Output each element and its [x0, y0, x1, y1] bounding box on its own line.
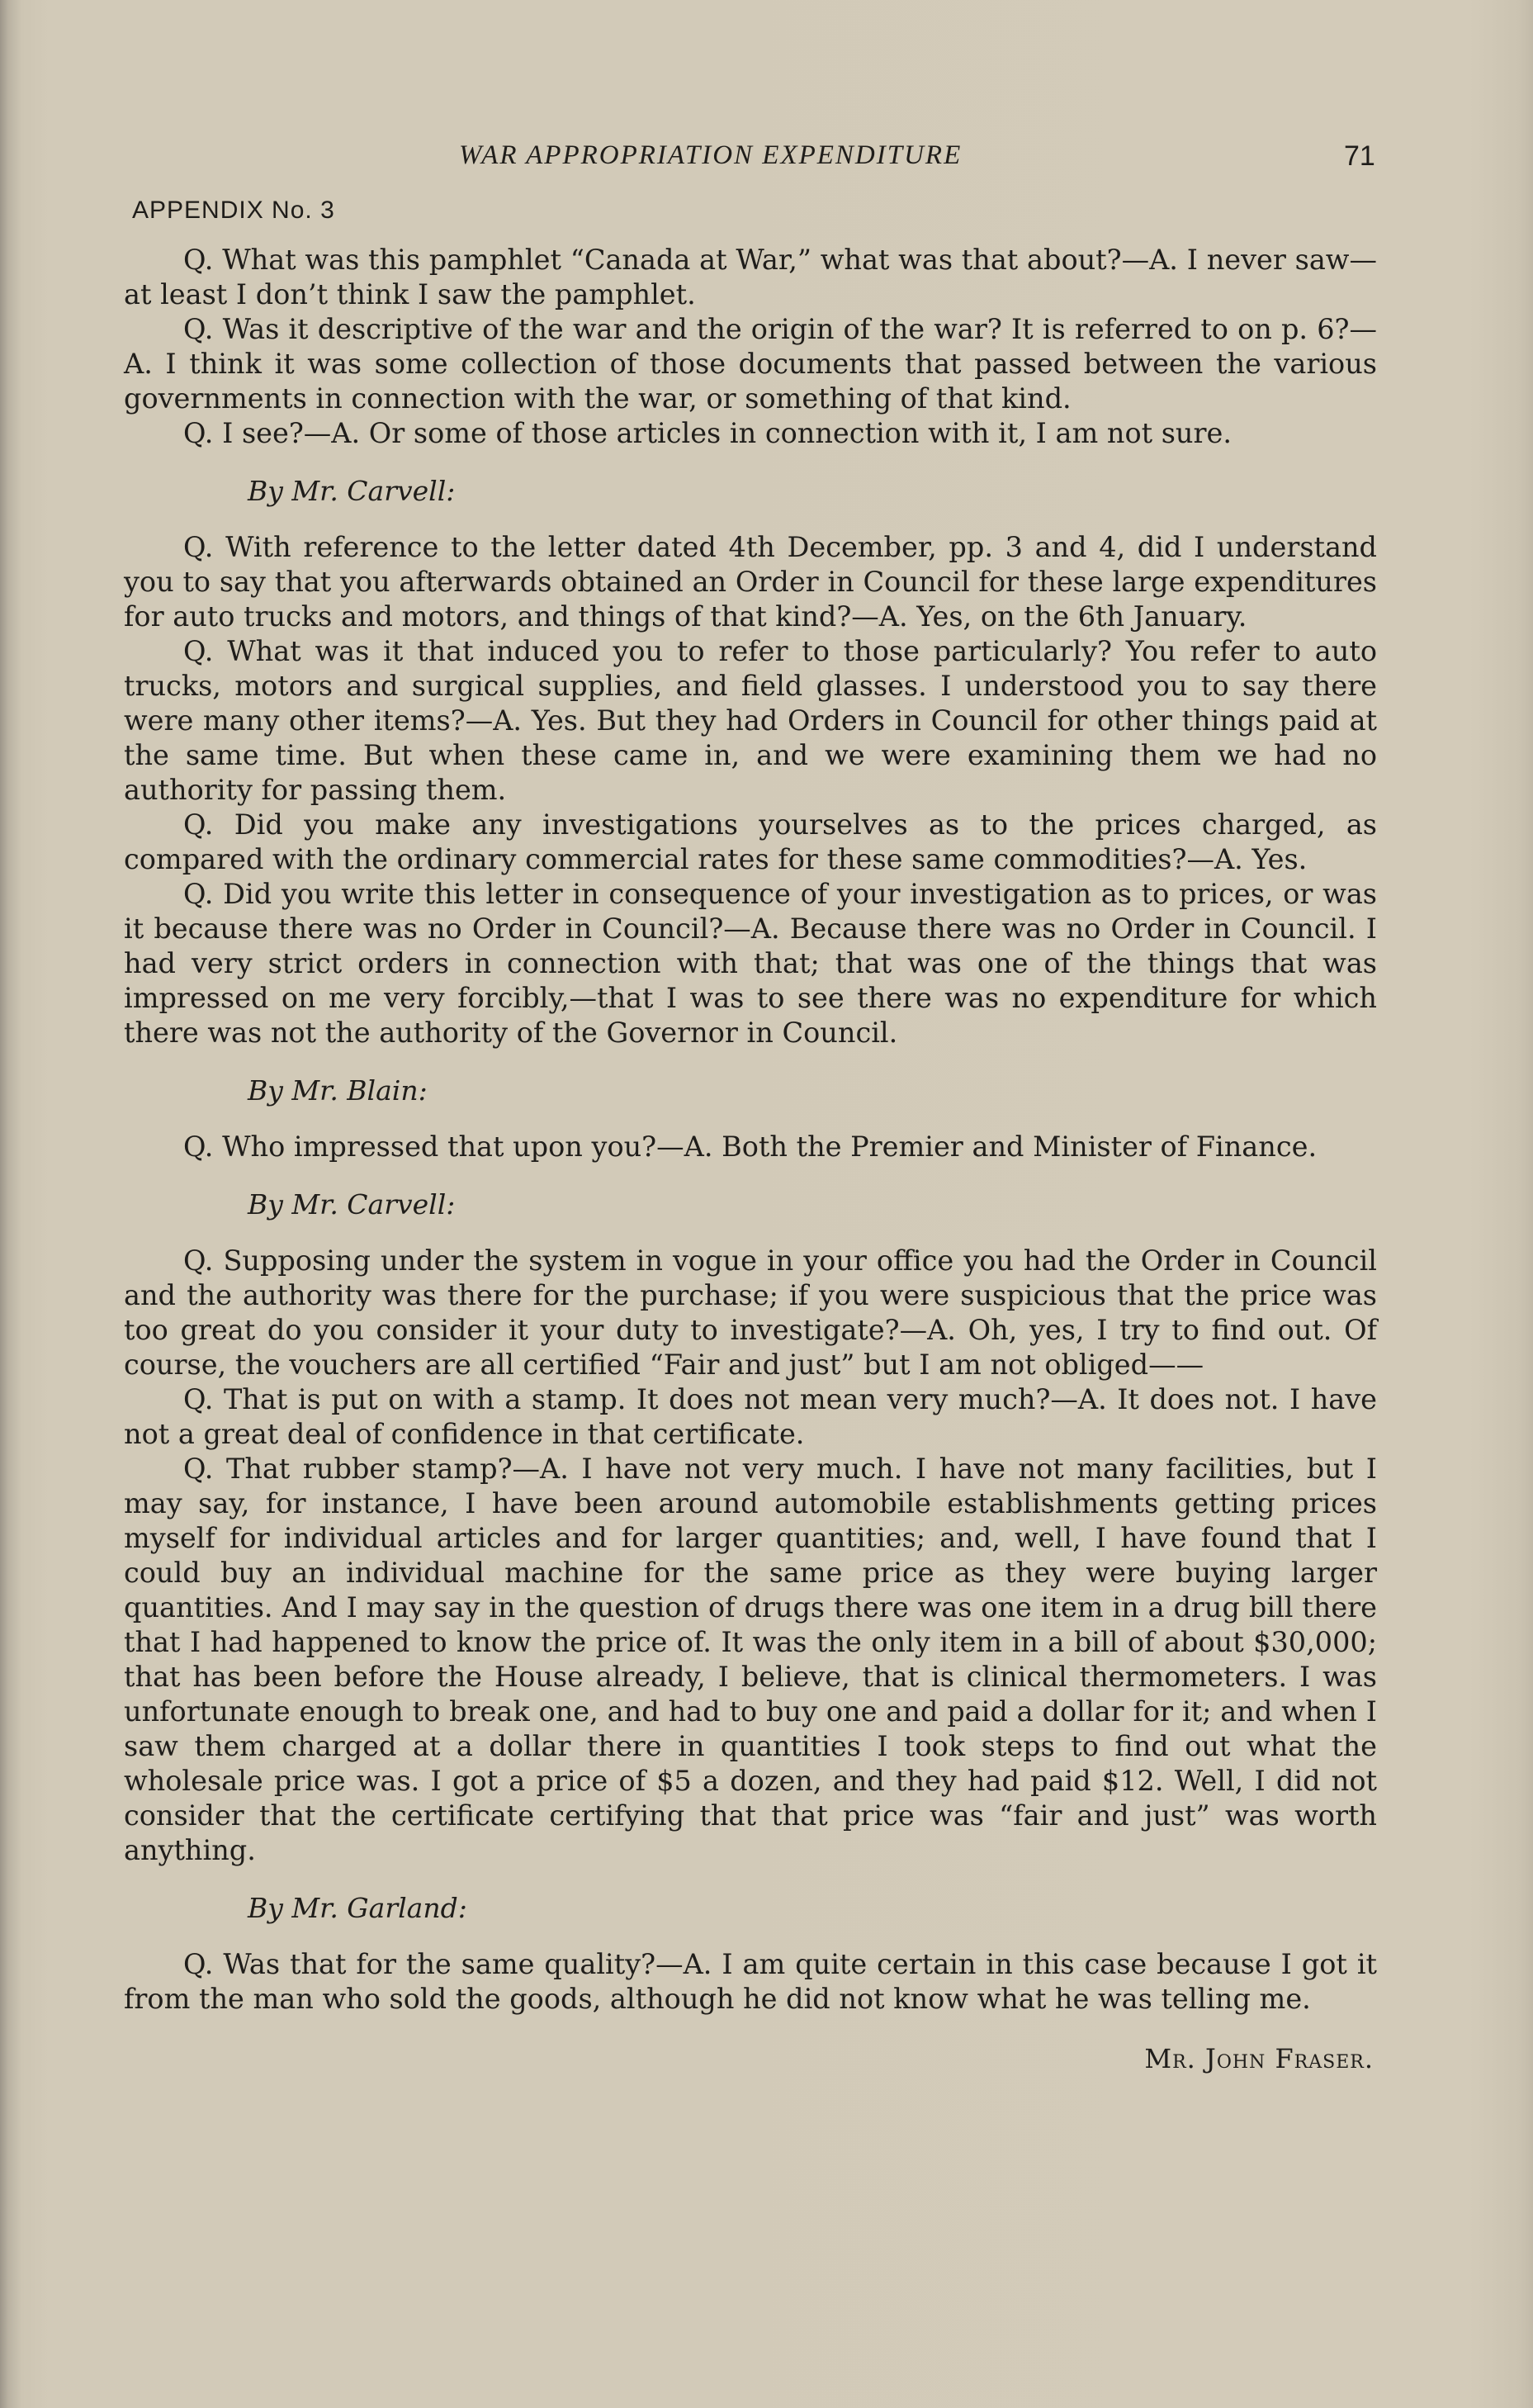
question-paragraph: Q. Was that for the same quality?—A. I am quite certain in this case because I got it from the man who sold the goods, although he did not know what he was telling me.: [124, 1948, 1377, 2015]
question-paragraph: Q. That is put on with a stamp. It does not mean very much?—A. It does not. I have not a great deal of confidence in that certificate.: [124, 1383, 1377, 1450]
question-paragraph: Q. What was this pamphlet “Canada at War,” what was that about?—A. I never saw—at least I don’t think I saw the pamphlet.: [124, 244, 1377, 310]
running-title: WAR APPROPRIATION EXPENDITURE: [459, 140, 963, 170]
witness-name: Mr. John Fraser.: [1144, 2043, 1374, 2074]
speaker-heading: By Mr. Carvell:: [248, 1188, 456, 1221]
question-paragraph: Q. That rubber stamp?—A. I have not very much. I have not many facilities, but I may say, for instance, I have been around automobile establishments getting prices myself for individual articles and for larger quantities; and, well, I have found that I could buy an individual machine for the same price as they were buying larger quantities. And I may say in the question of drugs there was one item in a drug bill there that I had happened to know the price of. It was the only item in a bill of about $30,000; that has been before the House already, I believe, that is clinical thermometers. I was unfortunate enough to break one, and had to buy one and paid a dollar for it; and when I saw them charged at a dollar there in quantities I took steps to find out what the wholesale price was. I got a price of $5 a dozen, and they had paid $12. Well, I did not consider that the certificate certifying that that price was “fair and just” was worth anything.: [124, 1453, 1377, 1866]
speaker-heading: By Mr. Blain:: [248, 1074, 428, 1107]
question-paragraph: Q. With reference to the letter dated 4th December, pp. 3 and 4, did I understand you to say that you afterwards obtained an Order in Council for these large expenditures for auto trucks and motors, and things of that kind?—A. Yes, on the 6th January.: [124, 531, 1377, 633]
page-number: 71: [1344, 140, 1375, 172]
question-paragraph: Q. Who impressed that upon you?—A. Both the Premier and Minister of Finance.: [183, 1131, 1318, 1163]
appendix-label: APPENDIX No. 3: [132, 197, 335, 224]
question-paragraph: Q. What was it that induced you to refer to those particularly? You refer to auto trucks, motors and surgical supplies, and field glasses. I understood you to say there were many other items?—A. Yes. But they had Orders in Council for other things paid at the same time. But when these came in, and we were examining them we had no authority for passing them.: [124, 635, 1377, 806]
question-paragraph: Q. Did you write this letter in consequence of your investigation as to prices, or was it because there was no Order in Council?—A. Because there was no Order in Council. I had very strict orders in connection with that; that was one of the things that was impressed on me very forcibly,—that I was to see there was no expenditure for which there was not the authority of the Governor in Council.: [124, 878, 1377, 1049]
question-paragraph: Q. Did you make any investigations yourselves as to the prices charged, as compared with the ordinary commercial rates for these same commodities?—A. Yes.: [124, 808, 1377, 875]
question-paragraph: Q. Was it descriptive of the war and the origin of the war? It is referred to on p. 6?—A. I think it was some collection of those documents that passed between the various governments in connection with the war, or something of that kind.: [124, 313, 1377, 415]
speaker-heading: By Mr. Garland:: [248, 1892, 467, 1924]
question-paragraph: Q. I see?—A. Or some of those articles in connection with it, I am not sure.: [183, 417, 1232, 449]
question-paragraph: Q. Supposing under the system in vogue in your office you had the Order in Council and the authority was there for the purchase; if you were suspicious that the price was too great do you consider it your duty to investigate?—A. Oh, yes, I try to find out. Of course, the vouchers are all certified “Fair and just” but I am not obliged——: [124, 1244, 1377, 1381]
transcript-body: [124, 243, 1377, 2076]
speaker-heading: By Mr. Carvell:: [248, 475, 456, 507]
